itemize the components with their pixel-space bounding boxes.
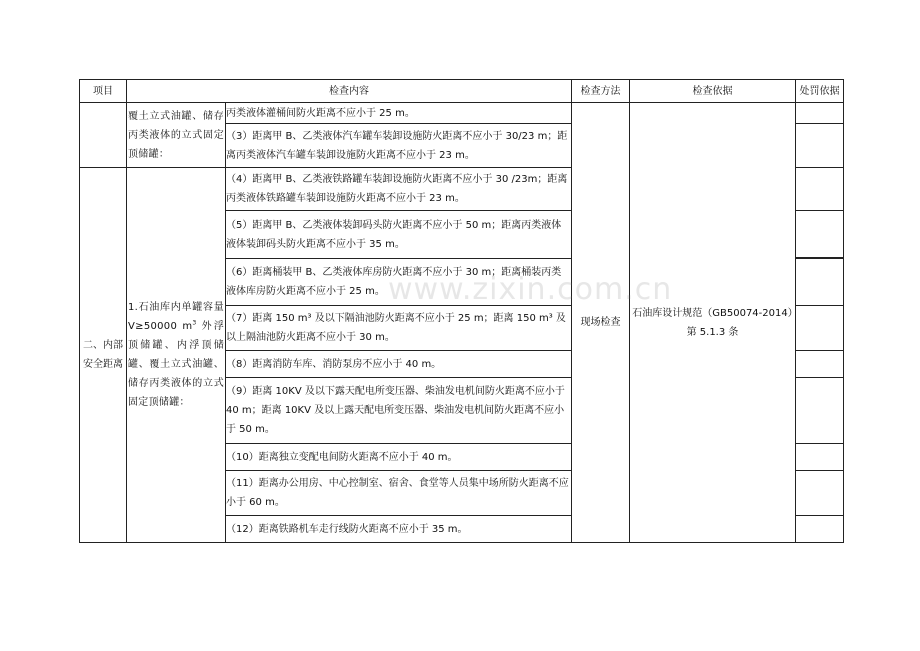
header-penalty: 处罚依据 [796,80,844,103]
category-text [127,297,225,413]
header-content: 检查内容 [127,80,572,103]
item-cell: 二、内部安全距离 [80,168,127,543]
category-cell [127,103,226,168]
content-cell: （6）距离桶装甲 B、乙类液体库房防火距离不应小于 30 m；距离桶装丙类液体库房防火距离不应小于 25 m。 [226,259,572,306]
content-cell: （11）距离办公用房、中心控制室、宿舍、食堂等人员集中场所防火距离不应小于 60 m。 [226,471,572,516]
penalty-cell [796,444,844,471]
basis-cell: 石油库设计规范（GB50074-2014）第 5.1.3 条 [630,103,796,543]
watermark: www.zixin.com.cn [388,272,673,307]
penalty-cell [796,351,844,378]
content-cell: （5）距离甲 B、乙类液体装卸码头防火距离不应小于 50 m；距离丙类液体液体装卸码头防火距离不应小于 35 m。 [226,211,572,259]
category-text-suffix: 外浮顶储罐、内浮顶储罐、覆土立式油罐、储存丙类液体的立式固定顶储罐： [128,321,224,408]
category-text: 覆土立式油罐、储存丙类液体的立式固定顶储罐： [128,110,224,160]
header-basis: 检查依据 [630,80,796,103]
penalty-cell [796,306,844,351]
category-text-prefix: 1.石油库内单罐容量 V≥50000 m [128,302,224,332]
method-cell: 现场检查 [572,103,630,543]
penalty-cell [796,516,844,543]
penalty-cell [796,471,844,516]
table-row [80,103,844,124]
penalty-cell [796,378,844,444]
content-cell: 丙类液体灌桶间防火距离不应小于 25 m。 [226,103,572,124]
header-item: 项目 [80,80,127,103]
content-cell: （7）距离 150 m³ 及以下隔油池防火距离不应小于 25 m；距离 150 m³ 及以上隔油池防火距离不应小于 30 m。 [226,306,572,351]
header-row [80,80,844,103]
category-text-sup: 3 [192,319,197,327]
penalty-cell [796,103,844,124]
penalty-cell [796,259,844,306]
penalty-cell [796,168,844,211]
header-method: 检查方法 [572,80,630,103]
content-cell: （9）距离 10KV 及以下露天配电所变压器、柴油发电机间防火距离不应小于 40 m；距离 10KV 及以上露天配电所变压器、柴油发电机间防火距离不应小于 50 m。 [226,378,572,444]
category-cell [127,168,226,543]
penalty-cell [796,211,844,258]
inspection-table [79,79,844,543]
content-cell: （4）距离甲 B、乙类液铁路罐车装卸设施防火距离不应小于 30 /23m；距离丙类液体铁路罐车装卸设施防火距离不应小于 23 m。 [226,168,572,211]
content-cell: （8）距离消防车库、消防泵房不应小于 40 m。 [226,351,572,378]
content-cell: （12）距离铁路机车走行线防火距离不应小于 35 m。 [226,516,572,543]
content-cell: （3）距离甲 B、乙类液体汽车罐车装卸设施防火距离不应小于 30/23 m；距离丙类液体汽车罐车装卸设施防火距离不应小于 23 m。 [226,124,572,168]
item-cell-blank [80,103,127,168]
content-cell: （10）距离独立变配电间防火距离不应小于 40 m。 [226,444,572,471]
penalty-cell [796,124,844,168]
